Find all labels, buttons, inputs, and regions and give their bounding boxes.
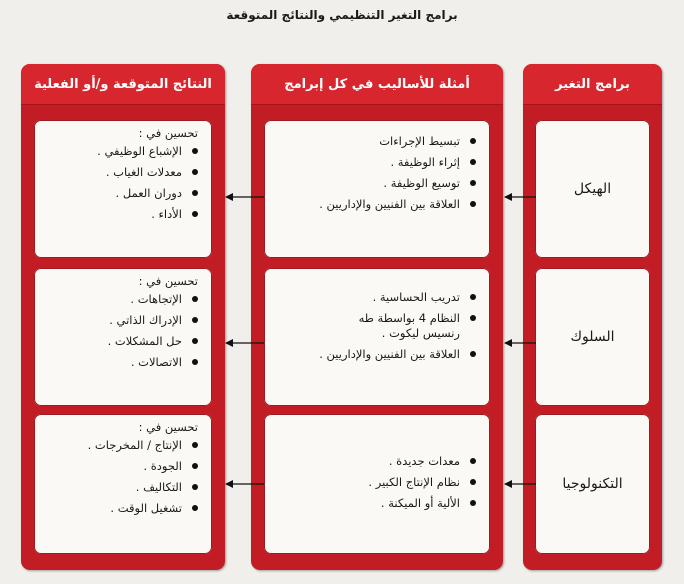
outcome-item: معدلات الغياب .: [42, 165, 198, 180]
method-item: معدات جديدة .: [272, 454, 476, 469]
program-behavior: السلوك: [535, 268, 650, 406]
outcomes-header: تحسين في :: [138, 126, 198, 140]
method-item: تبسيط الإجراءات: [272, 134, 476, 149]
outcome-item: حل المشكلات .: [42, 334, 198, 349]
outcome-item: التكاليف .: [42, 480, 198, 495]
outcomes-header: تحسين في :: [138, 420, 198, 434]
outcome-item: الإشباع الوظيفي .: [42, 144, 198, 159]
programs-column-header: برامج التغير: [523, 64, 662, 105]
method-item: تدريب الحساسية .: [272, 290, 476, 305]
outcome-item: الاتصالات .: [42, 355, 198, 370]
outcomes-header: تحسين في :: [138, 274, 198, 288]
program-technology: التكنولوجيا: [535, 414, 650, 554]
outcome-item: الإدراك الذاتي .: [42, 313, 198, 328]
method-item: إثراء الوظيفة .: [272, 155, 476, 170]
outcome-item: الجودة .: [42, 459, 198, 474]
method-item: نظام الإنتاج الكبير .: [272, 475, 476, 490]
outcome-item: الإنتاج / المخرجات .: [42, 438, 198, 453]
method-item: النظام 4 بواسطة طه رنسيس ليكوت .: [356, 311, 476, 341]
outcomes-column-header: النتائج المتوقعة و/أو الفعلية: [21, 64, 225, 105]
outcome-item: الإتجاهات .: [42, 292, 198, 307]
method-item: توسيع الوظيفة .: [272, 176, 476, 191]
outcome-item: دوران العمل .: [42, 186, 198, 201]
diagram-title: برامج التغير التنظيمي والنتائج المتوقعة: [226, 8, 458, 22]
method-item: العلاقة بين الفنيين والإداريين .: [272, 347, 476, 362]
method-item: الألية أو الميكنة .: [272, 496, 476, 511]
outcome-item: الأداء .: [42, 207, 198, 222]
program-structure: الهيكل: [535, 120, 650, 258]
outcome-item: تشغيل الوقت .: [42, 501, 198, 516]
method-item: العلاقة بين الفنيين والإداريين .: [272, 197, 476, 212]
methods-column-header: أمثلة للأساليب في كل إبرامج: [251, 64, 503, 105]
